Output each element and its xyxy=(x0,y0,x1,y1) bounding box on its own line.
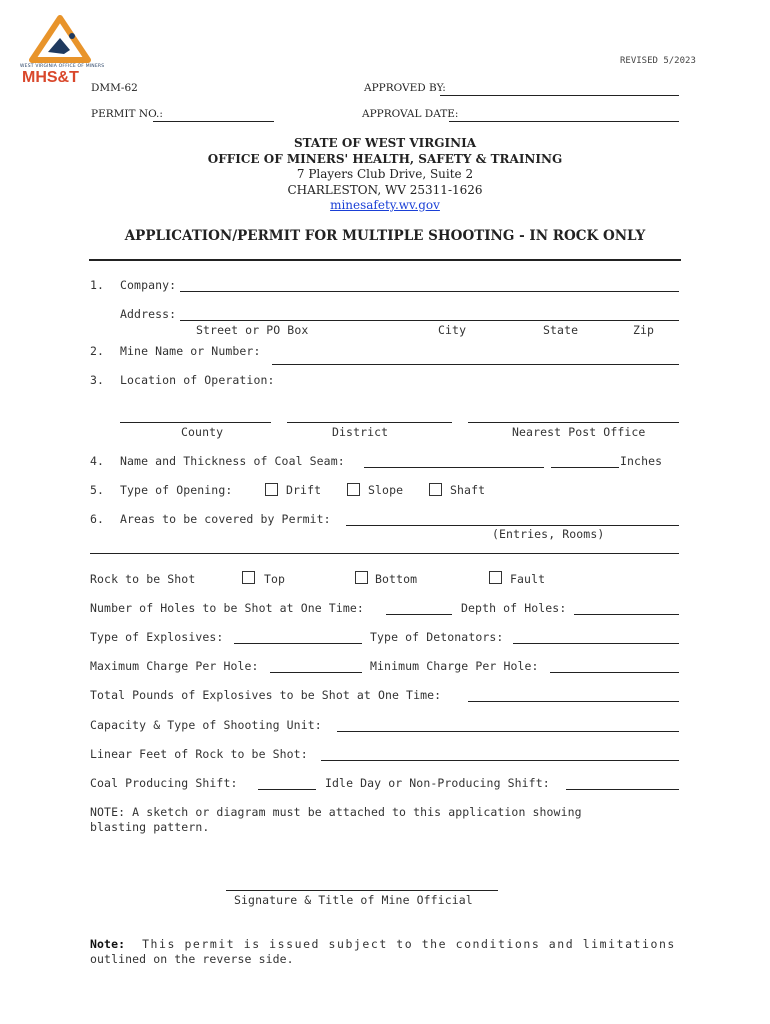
logo-triangle-icon xyxy=(20,14,100,66)
capacity-label: Capacity & Type of Shooting Unit: xyxy=(90,718,322,732)
address-city-caption: City xyxy=(438,323,467,337)
top-checkbox[interactable] xyxy=(242,571,255,584)
drift-checkbox[interactable] xyxy=(265,483,278,496)
county-caption: County xyxy=(181,425,224,439)
areas-line[interactable] xyxy=(346,525,679,526)
top-label: Top xyxy=(264,572,286,586)
total-pounds-label: Total Pounds of Explosives to be Shot at One Time: xyxy=(90,688,442,702)
permit-no-line[interactable] xyxy=(153,121,274,122)
areas-line-2[interactable] xyxy=(90,553,679,554)
signature-line[interactable] xyxy=(226,890,498,891)
shaft-checkbox[interactable] xyxy=(429,483,442,496)
location-label: Location of Operation: xyxy=(120,373,275,387)
approved-by-label: APPROVED BY: xyxy=(364,82,446,94)
min-charge-label: Minimum Charge Per Hole: xyxy=(370,659,539,673)
total-pounds-line[interactable] xyxy=(468,701,679,702)
item-number-3: 3. xyxy=(90,373,105,387)
coal-seam-label: Name and Thickness of Coal Seam: xyxy=(120,454,345,468)
slope-checkbox[interactable] xyxy=(347,483,360,496)
item-number-2: 2. xyxy=(90,344,105,358)
areas-label: Areas to be covered by Permit: xyxy=(120,512,331,526)
fault-label: Fault xyxy=(510,572,546,586)
idle-day-label: Idle Day or Non-Producing Shift: xyxy=(325,776,550,790)
footer-note xyxy=(90,937,676,951)
revised-date: REVISED 5/2023 xyxy=(620,56,696,66)
company-label: Company: xyxy=(120,278,177,292)
agency-block xyxy=(0,136,770,214)
approved-by-line[interactable] xyxy=(440,95,679,96)
footer-note-text: This permit is issued subject to the conditions and limitations xyxy=(125,937,676,951)
item-number-1: 1. xyxy=(90,278,105,292)
explosives-line[interactable] xyxy=(234,643,362,644)
post-office-caption: Nearest Post Office xyxy=(512,425,646,439)
opening-label: Type of Opening: xyxy=(120,483,233,497)
signature-label: Signature & Title of Mine Official xyxy=(234,893,473,907)
item-number-6: 6. xyxy=(90,512,105,526)
sketch-note-2: blasting pattern. xyxy=(90,820,210,834)
address-label: Address: xyxy=(120,307,177,321)
coal-seam-name-line[interactable] xyxy=(364,467,544,468)
address-street-caption: Street or PO Box xyxy=(196,323,309,337)
district-caption: District xyxy=(332,425,389,439)
coal-shift-label: Coal Producing Shift: xyxy=(90,776,238,790)
coal-shift-line[interactable] xyxy=(258,789,316,790)
max-charge-line[interactable] xyxy=(270,672,362,673)
company-line[interactable] xyxy=(180,291,679,292)
agency-office: OFFICE OF MINERS' HEALTH, SAFETY & TRAINING xyxy=(207,151,563,166)
sketch-note: NOTE: A sketch or diagram must be attached to this application showing xyxy=(90,805,582,819)
post-office-line[interactable] xyxy=(468,422,679,423)
address-zip-caption: Zip xyxy=(633,323,655,337)
detonators-line[interactable] xyxy=(513,643,679,644)
shaft-label: Shaft xyxy=(450,483,486,497)
agency-website-link[interactable]: minesafety.wv.gov xyxy=(330,198,440,212)
approval-date-label: APPROVAL DATE: xyxy=(362,108,459,120)
detonators-label: Type of Detonators: xyxy=(370,630,504,644)
drift-label: Drift xyxy=(286,483,322,497)
rock-label: Rock to be Shot xyxy=(90,572,196,586)
min-charge-line[interactable] xyxy=(550,672,679,673)
approval-date-line[interactable] xyxy=(449,121,679,122)
district-line[interactable] xyxy=(287,422,452,423)
agency-city: CHARLESTON, WV 25311-1626 xyxy=(287,182,483,197)
bottom-checkbox[interactable] xyxy=(355,571,368,584)
depth-line[interactable] xyxy=(574,614,679,615)
depth-label: Depth of Holes: xyxy=(461,601,567,615)
holes-label: Number of Holes to be Shot at One Time: xyxy=(90,601,364,615)
address-state-caption: State xyxy=(543,323,579,337)
fault-checkbox[interactable] xyxy=(489,571,502,584)
idle-day-line[interactable] xyxy=(566,789,679,790)
linear-feet-line[interactable] xyxy=(321,760,679,761)
form-title: APPLICATION/PERMIT FOR MULTIPLE SHOOTING - IN ROCK ONLY xyxy=(124,228,646,244)
holes-line[interactable] xyxy=(386,614,452,615)
footer-note-label: Note: xyxy=(90,937,126,951)
permit-no-label: PERMIT NO.: xyxy=(91,108,163,120)
logo-tagline: WEST VIRGINIA OFFICE OF MINERS xyxy=(20,64,105,69)
entries-rooms-caption: (Entries, Rooms) xyxy=(492,527,605,541)
agency-street: 7 Players Club Drive, Suite 2 xyxy=(296,167,474,181)
county-line[interactable] xyxy=(120,422,271,423)
title-rule xyxy=(89,259,681,261)
item-number-5: 5. xyxy=(90,483,105,497)
form-id: DMM-62 xyxy=(91,82,138,94)
max-charge-label: Maximum Charge Per Hole: xyxy=(90,659,259,673)
bottom-label: Bottom xyxy=(375,572,418,586)
capacity-line[interactable] xyxy=(337,731,679,732)
linear-feet-label: Linear Feet of Rock to be Shot: xyxy=(90,747,308,761)
coal-seam-thickness-line[interactable] xyxy=(551,467,619,468)
mhst-logo xyxy=(20,14,105,86)
explosives-label: Type of Explosives: xyxy=(90,630,224,644)
footer-note-text-2: outlined on the reverse side. xyxy=(90,952,294,966)
slope-label: Slope xyxy=(368,483,404,497)
mine-name-label: Mine Name or Number: xyxy=(120,344,261,358)
inches-label: Inches xyxy=(620,454,663,468)
logo-wordmark: MHS&T xyxy=(22,69,79,86)
item-number-4: 4. xyxy=(90,454,105,468)
address-line[interactable] xyxy=(180,320,679,321)
mine-name-line[interactable] xyxy=(272,364,679,365)
agency-state: STATE OF WEST VIRGINIA xyxy=(293,136,477,150)
